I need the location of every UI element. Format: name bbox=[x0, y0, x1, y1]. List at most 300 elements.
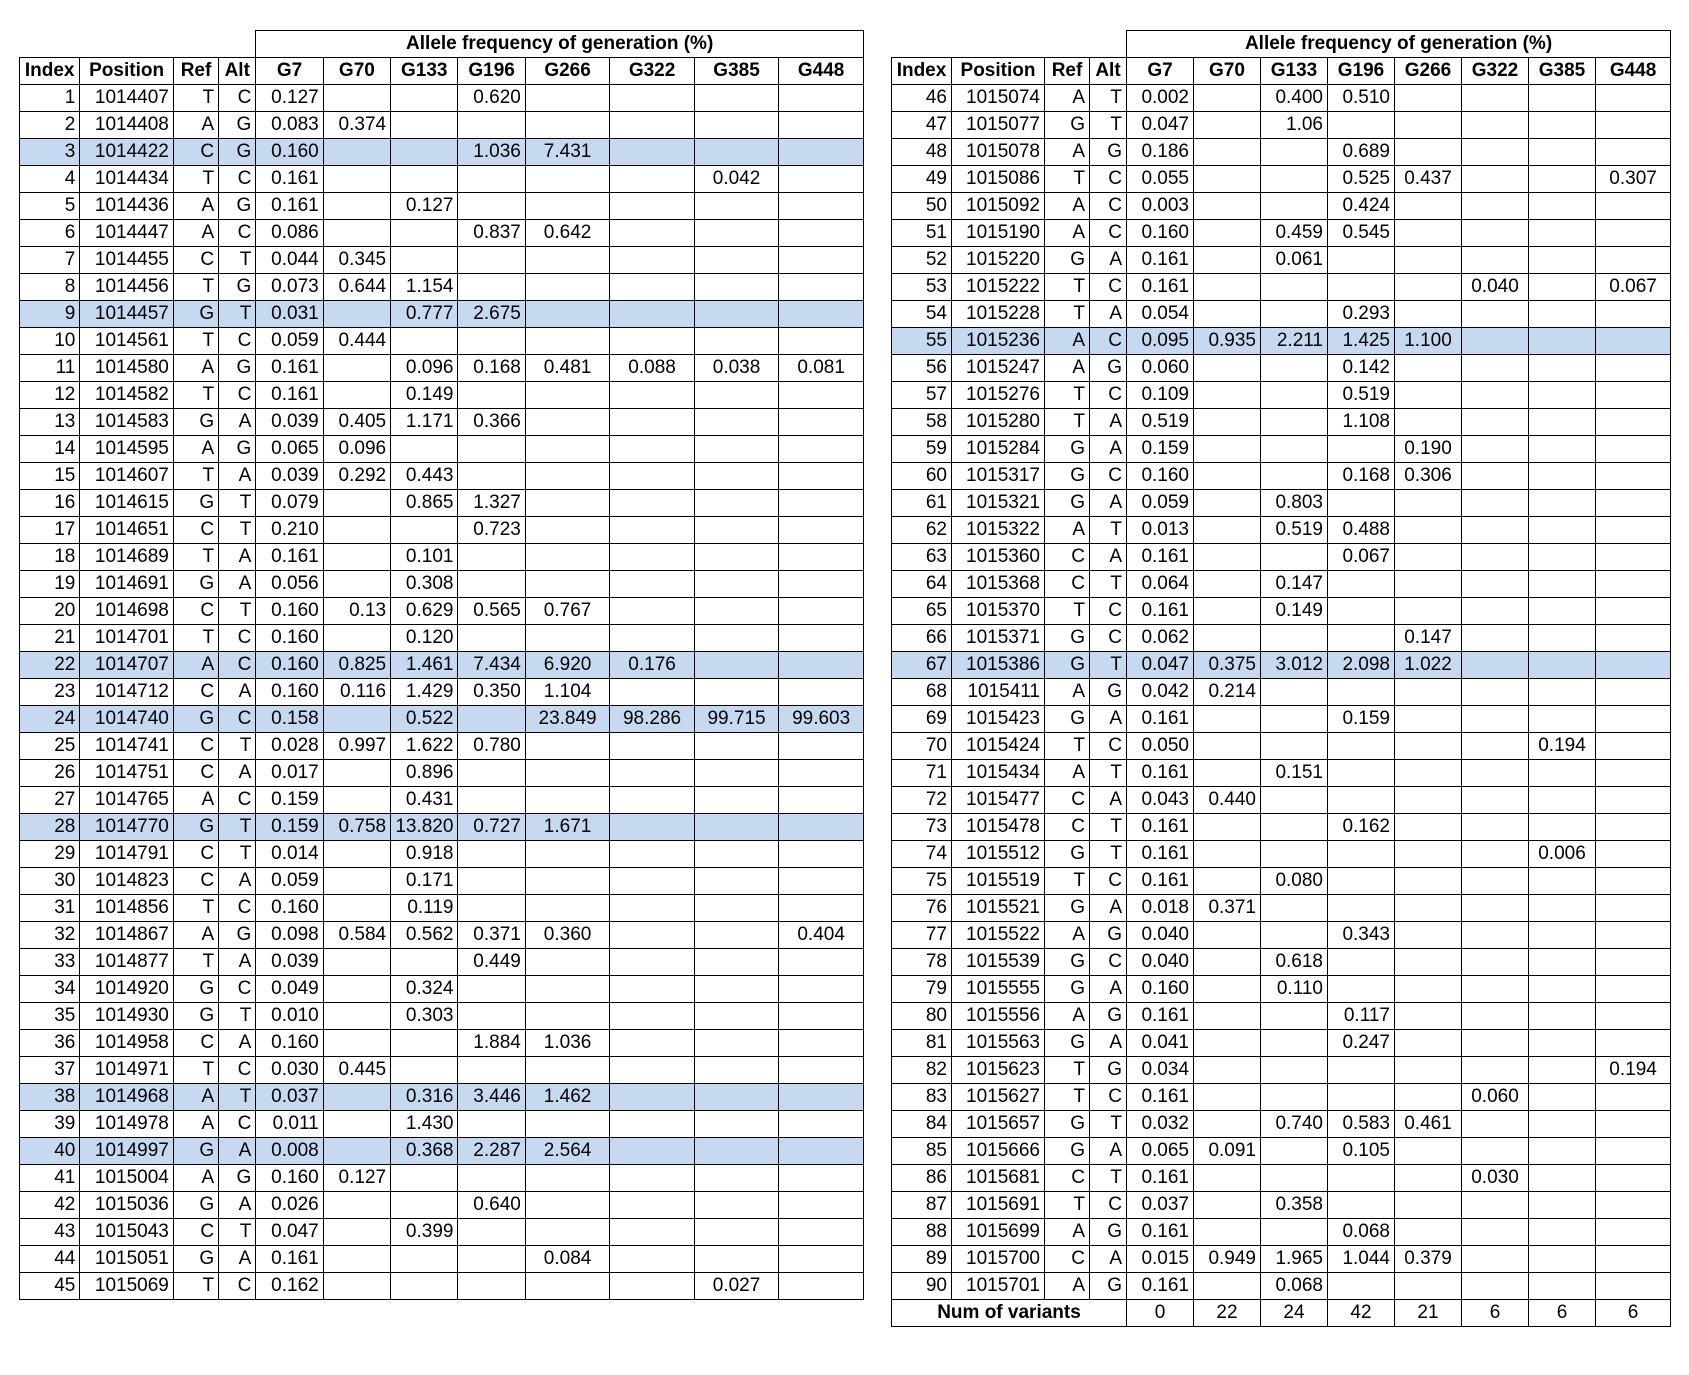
summary-count-g322: 6 bbox=[1462, 1300, 1529, 1327]
alt-cell: T bbox=[219, 1084, 256, 1111]
freq-cell-g385 bbox=[1529, 220, 1596, 247]
freq-cell-g385 bbox=[694, 436, 778, 463]
freq-cell-g448 bbox=[1596, 1192, 1671, 1219]
freq-cell-g322 bbox=[610, 598, 694, 625]
index-cell: 12 bbox=[20, 382, 80, 409]
alt-cell: G bbox=[219, 1165, 256, 1192]
ref-cell: G bbox=[1045, 490, 1090, 517]
freq-cell-g196 bbox=[458, 760, 525, 787]
freq-cell-g448 bbox=[779, 85, 864, 112]
position-cell: 1015236 bbox=[952, 328, 1045, 355]
freq-cell-g322 bbox=[1462, 949, 1529, 976]
position-cell: 1015220 bbox=[952, 247, 1045, 274]
table-row bbox=[20, 598, 864, 625]
index-cell: 71 bbox=[892, 760, 952, 787]
table-row bbox=[20, 85, 864, 112]
freq-cell-g322 bbox=[1462, 85, 1529, 112]
freq-cell-g196: 0.159 bbox=[1328, 706, 1395, 733]
position-cell: 1014877 bbox=[80, 949, 174, 976]
position-cell: 1015521 bbox=[952, 895, 1045, 922]
freq-cell-g322 bbox=[610, 1165, 694, 1192]
freq-cell-g322 bbox=[610, 409, 694, 436]
freq-cell-g448 bbox=[779, 598, 864, 625]
freq-cell-g322 bbox=[610, 1030, 694, 1057]
freq-cell-g196: 0.168 bbox=[458, 355, 525, 382]
freq-cell-g385 bbox=[1529, 166, 1596, 193]
freq-cell-g133: 0.303 bbox=[391, 1003, 458, 1030]
ref-cell: T bbox=[1045, 382, 1090, 409]
table-row bbox=[892, 814, 1671, 841]
freq-cell-g133: 0.120 bbox=[391, 625, 458, 652]
ref-cell: T bbox=[173, 166, 218, 193]
freq-cell-g266 bbox=[1395, 733, 1462, 760]
freq-cell-g385 bbox=[694, 1192, 778, 1219]
freq-cell-g385 bbox=[1529, 1003, 1596, 1030]
freq-cell-g322 bbox=[1462, 625, 1529, 652]
variant-table-left bbox=[19, 30, 864, 1300]
freq-cell-g196 bbox=[458, 1246, 525, 1273]
freq-cell-g266 bbox=[1395, 139, 1462, 166]
alt-cell: T bbox=[219, 517, 256, 544]
freq-cell-g133: 0.562 bbox=[391, 922, 458, 949]
col-g196-header: G196 bbox=[1328, 58, 1395, 85]
freq-cell-g133 bbox=[1261, 544, 1328, 571]
freq-cell-g266 bbox=[1395, 409, 1462, 436]
table-row bbox=[892, 598, 1671, 625]
freq-cell-g322 bbox=[1462, 706, 1529, 733]
table-row bbox=[20, 1138, 864, 1165]
freq-cell-g322 bbox=[610, 733, 694, 760]
freq-cell-g448: 99.603 bbox=[779, 706, 864, 733]
freq-cell-g322 bbox=[610, 1273, 694, 1300]
freq-cell-g70 bbox=[323, 1246, 390, 1273]
freq-cell-g385 bbox=[694, 193, 778, 220]
index-cell: 73 bbox=[892, 814, 952, 841]
freq-cell-g70 bbox=[1194, 409, 1261, 436]
freq-cell-g322 bbox=[1462, 112, 1529, 139]
freq-cell-g448 bbox=[1596, 1246, 1671, 1273]
freq-cell-g133: 1.965 bbox=[1261, 1246, 1328, 1273]
index-cell: 65 bbox=[892, 598, 952, 625]
alt-cell: T bbox=[1090, 841, 1127, 868]
table-row bbox=[20, 1057, 864, 1084]
freq-cell-g196: 0.519 bbox=[1328, 382, 1395, 409]
ref-cell: T bbox=[1045, 301, 1090, 328]
table-row bbox=[892, 760, 1671, 787]
index-cell: 40 bbox=[20, 1138, 80, 1165]
freq-cell-g448 bbox=[779, 436, 864, 463]
ref-cell: T bbox=[1045, 598, 1090, 625]
freq-cell-g385 bbox=[694, 490, 778, 517]
index-cell: 20 bbox=[20, 598, 80, 625]
table-row bbox=[892, 1003, 1671, 1030]
freq-cell-g385 bbox=[1529, 301, 1596, 328]
alt-cell: C bbox=[1090, 1084, 1127, 1111]
freq-cell-g322: 0.030 bbox=[1462, 1165, 1529, 1192]
alt-cell: A bbox=[219, 679, 256, 706]
freq-cell-g7: 0.047 bbox=[1127, 112, 1194, 139]
freq-cell-g448 bbox=[779, 1192, 864, 1219]
freq-cell-g70 bbox=[1194, 436, 1261, 463]
ref-cell: G bbox=[173, 571, 218, 598]
alt-cell: G bbox=[1090, 922, 1127, 949]
freq-cell-g133: 0.443 bbox=[391, 463, 458, 490]
table-row bbox=[20, 220, 864, 247]
freq-cell-g7: 0.160 bbox=[256, 652, 323, 679]
freq-cell-g7: 0.040 bbox=[1127, 922, 1194, 949]
freq-cell-g70: 0.292 bbox=[323, 463, 390, 490]
freq-cell-g133 bbox=[391, 517, 458, 544]
freq-cell-g196 bbox=[1328, 436, 1395, 463]
ref-cell: G bbox=[173, 490, 218, 517]
freq-cell-g448 bbox=[1596, 1165, 1671, 1192]
freq-cell-g7: 0.047 bbox=[256, 1219, 323, 1246]
freq-cell-g322 bbox=[1462, 544, 1529, 571]
col-g322-header: G322 bbox=[610, 58, 694, 85]
freq-cell-g133 bbox=[391, 1192, 458, 1219]
variant-table-right bbox=[891, 30, 1671, 1327]
freq-cell-g196: 2.287 bbox=[458, 1138, 525, 1165]
index-cell: 81 bbox=[892, 1030, 952, 1057]
freq-cell-g196: 0.837 bbox=[458, 220, 525, 247]
freq-cell-g448 bbox=[1596, 706, 1671, 733]
freq-cell-g385 bbox=[1529, 409, 1596, 436]
ref-cell: A bbox=[173, 220, 218, 247]
freq-cell-g385 bbox=[1529, 868, 1596, 895]
freq-cell-g266 bbox=[525, 976, 609, 1003]
freq-cell-g266 bbox=[1395, 868, 1462, 895]
freq-cell-g133 bbox=[391, 436, 458, 463]
freq-cell-g322 bbox=[610, 976, 694, 1003]
index-cell: 38 bbox=[20, 1084, 80, 1111]
index-cell: 34 bbox=[20, 976, 80, 1003]
freq-cell-g7: 0.039 bbox=[256, 409, 323, 436]
alt-cell: A bbox=[219, 1030, 256, 1057]
freq-cell-g322 bbox=[1462, 409, 1529, 436]
freq-cell-g322: 0.040 bbox=[1462, 274, 1529, 301]
freq-cell-g322 bbox=[610, 679, 694, 706]
position-cell: 1015051 bbox=[80, 1246, 174, 1273]
position-cell: 1014691 bbox=[80, 571, 174, 598]
freq-cell-g385 bbox=[1529, 1165, 1596, 1192]
position-cell: 1015371 bbox=[952, 625, 1045, 652]
freq-cell-g448 bbox=[779, 1246, 864, 1273]
freq-cell-g385 bbox=[1529, 274, 1596, 301]
freq-cell-g70 bbox=[1194, 220, 1261, 247]
freq-cell-g7: 0.034 bbox=[1127, 1057, 1194, 1084]
index-cell: 77 bbox=[892, 922, 952, 949]
table-row bbox=[892, 193, 1671, 220]
alt-cell: A bbox=[219, 868, 256, 895]
index-cell: 22 bbox=[20, 652, 80, 679]
freq-cell-g322 bbox=[610, 571, 694, 598]
freq-cell-g266 bbox=[1395, 949, 1462, 976]
freq-cell-g70: 0.440 bbox=[1194, 787, 1261, 814]
freq-cell-g196: 0.525 bbox=[1328, 166, 1395, 193]
alt-cell: C bbox=[1090, 193, 1127, 220]
freq-cell-g322 bbox=[610, 274, 694, 301]
freq-cell-g266 bbox=[1395, 193, 1462, 220]
freq-cell-g196 bbox=[1328, 976, 1395, 1003]
freq-cell-g448 bbox=[1596, 976, 1671, 1003]
position-cell: 1014856 bbox=[80, 895, 174, 922]
col-alt-header: Alt bbox=[1090, 58, 1127, 85]
freq-cell-g133: 1.430 bbox=[391, 1111, 458, 1138]
table-row bbox=[20, 571, 864, 598]
table-row bbox=[20, 193, 864, 220]
freq-cell-g448 bbox=[779, 544, 864, 571]
ref-cell: C bbox=[1045, 787, 1090, 814]
freq-cell-g70 bbox=[1194, 841, 1261, 868]
ref-cell: T bbox=[173, 85, 218, 112]
position-cell: 1014920 bbox=[80, 976, 174, 1003]
freq-cell-g322 bbox=[1462, 1246, 1529, 1273]
index-cell: 82 bbox=[892, 1057, 952, 1084]
freq-cell-g448 bbox=[779, 841, 864, 868]
freq-cell-g70 bbox=[323, 1084, 390, 1111]
freq-cell-g266 bbox=[525, 1273, 609, 1300]
freq-cell-g7: 0.159 bbox=[256, 814, 323, 841]
freq-cell-g448: 0.307 bbox=[1596, 166, 1671, 193]
freq-cell-g196: 0.565 bbox=[458, 598, 525, 625]
position-cell: 1014408 bbox=[80, 112, 174, 139]
freq-cell-g7: 0.161 bbox=[1127, 1165, 1194, 1192]
freq-cell-g322 bbox=[610, 895, 694, 922]
alt-cell: T bbox=[219, 247, 256, 274]
freq-cell-g385 bbox=[694, 85, 778, 112]
freq-cell-g322 bbox=[610, 490, 694, 517]
freq-cell-g266: 1.462 bbox=[525, 1084, 609, 1111]
position-cell: 1015477 bbox=[952, 787, 1045, 814]
position-cell: 1014958 bbox=[80, 1030, 174, 1057]
freq-cell-g448 bbox=[1596, 1030, 1671, 1057]
alt-cell: C bbox=[1090, 949, 1127, 976]
position-cell: 1014561 bbox=[80, 328, 174, 355]
freq-cell-g7: 0.161 bbox=[1127, 1219, 1194, 1246]
freq-cell-g133: 1.171 bbox=[391, 409, 458, 436]
table-row bbox=[20, 301, 864, 328]
position-cell: 1015280 bbox=[952, 409, 1045, 436]
position-cell: 1014740 bbox=[80, 706, 174, 733]
table-row bbox=[20, 841, 864, 868]
index-cell: 45 bbox=[20, 1273, 80, 1300]
position-cell: 1015623 bbox=[952, 1057, 1045, 1084]
freq-cell-g70: 0.116 bbox=[323, 679, 390, 706]
table-row bbox=[20, 1030, 864, 1057]
freq-cell-g7: 0.162 bbox=[256, 1273, 323, 1300]
header-spacer bbox=[20, 31, 256, 58]
freq-cell-g7: 0.161 bbox=[1127, 841, 1194, 868]
freq-cell-g448 bbox=[779, 301, 864, 328]
freq-cell-g266 bbox=[1395, 544, 1462, 571]
freq-cell-g7: 0.109 bbox=[1127, 382, 1194, 409]
table-row bbox=[20, 1003, 864, 1030]
freq-cell-g196: 1.108 bbox=[1328, 409, 1395, 436]
freq-cell-g322 bbox=[1462, 166, 1529, 193]
freq-cell-g385 bbox=[1529, 85, 1596, 112]
freq-cell-g322 bbox=[1462, 220, 1529, 247]
freq-cell-g266: 1.036 bbox=[525, 1030, 609, 1057]
freq-cell-g448 bbox=[779, 868, 864, 895]
freq-cell-g70 bbox=[1194, 1219, 1261, 1246]
ref-cell: A bbox=[1045, 193, 1090, 220]
position-cell: 1014971 bbox=[80, 1057, 174, 1084]
freq-cell-g385: 0.038 bbox=[694, 355, 778, 382]
table-row bbox=[20, 787, 864, 814]
alt-cell: G bbox=[1090, 139, 1127, 166]
freq-cell-g448 bbox=[779, 652, 864, 679]
freq-cell-g196 bbox=[1328, 868, 1395, 895]
freq-cell-g266: 2.564 bbox=[525, 1138, 609, 1165]
freq-cell-g7: 0.159 bbox=[1127, 436, 1194, 463]
freq-cell-g266: 23.849 bbox=[525, 706, 609, 733]
freq-cell-g448 bbox=[779, 193, 864, 220]
freq-cell-g385 bbox=[1529, 652, 1596, 679]
table-row bbox=[892, 922, 1671, 949]
freq-cell-g7: 0.161 bbox=[256, 382, 323, 409]
table-row bbox=[892, 355, 1671, 382]
index-cell: 68 bbox=[892, 679, 952, 706]
freq-cell-g196: 1.044 bbox=[1328, 1246, 1395, 1273]
freq-cell-g196: 2.098 bbox=[1328, 652, 1395, 679]
freq-cell-g196 bbox=[1328, 274, 1395, 301]
freq-cell-g7: 0.028 bbox=[256, 733, 323, 760]
table-row bbox=[892, 85, 1671, 112]
freq-cell-g266 bbox=[1395, 895, 1462, 922]
freq-cell-g448 bbox=[1596, 517, 1671, 544]
alt-cell: G bbox=[219, 139, 256, 166]
freq-cell-g322 bbox=[1462, 301, 1529, 328]
freq-cell-g385 bbox=[694, 1057, 778, 1084]
freq-cell-g196: 0.488 bbox=[1328, 517, 1395, 544]
freq-cell-g7: 0.039 bbox=[256, 949, 323, 976]
table-row bbox=[20, 166, 864, 193]
alt-cell: G bbox=[1090, 679, 1127, 706]
position-cell: 1015086 bbox=[952, 166, 1045, 193]
index-cell: 47 bbox=[892, 112, 952, 139]
alt-cell: C bbox=[1090, 625, 1127, 652]
freq-cell-g448 bbox=[1596, 112, 1671, 139]
index-cell: 59 bbox=[892, 436, 952, 463]
freq-cell-g70 bbox=[323, 625, 390, 652]
freq-cell-g322 bbox=[610, 517, 694, 544]
index-cell: 27 bbox=[20, 787, 80, 814]
alt-cell: A bbox=[1090, 787, 1127, 814]
position-cell: 1014765 bbox=[80, 787, 174, 814]
freq-cell-g70 bbox=[323, 490, 390, 517]
freq-cell-g196: 0.350 bbox=[458, 679, 525, 706]
freq-cell-g70 bbox=[1194, 922, 1261, 949]
freq-cell-g133: 0.368 bbox=[391, 1138, 458, 1165]
freq-cell-g7: 0.042 bbox=[1127, 679, 1194, 706]
freq-cell-g196 bbox=[1328, 1084, 1395, 1111]
index-cell: 25 bbox=[20, 733, 80, 760]
alt-cell: T bbox=[1090, 760, 1127, 787]
freq-cell-g448 bbox=[779, 463, 864, 490]
position-cell: 1015069 bbox=[80, 1273, 174, 1300]
freq-cell-g385: 0.042 bbox=[694, 166, 778, 193]
position-cell: 1014978 bbox=[80, 1111, 174, 1138]
freq-cell-g448 bbox=[1596, 625, 1671, 652]
freq-cell-g385 bbox=[694, 1084, 778, 1111]
freq-cell-g385 bbox=[1529, 706, 1596, 733]
freq-cell-g133: 1.622 bbox=[391, 733, 458, 760]
freq-cell-g196 bbox=[458, 463, 525, 490]
freq-cell-g196: 1.425 bbox=[1328, 328, 1395, 355]
index-cell: 54 bbox=[892, 301, 952, 328]
alt-cell: A bbox=[1090, 301, 1127, 328]
freq-cell-g70 bbox=[1194, 1192, 1261, 1219]
freq-cell-g448: 0.067 bbox=[1596, 274, 1671, 301]
freq-cell-g70 bbox=[1194, 1111, 1261, 1138]
freq-cell-g196 bbox=[458, 571, 525, 598]
freq-cell-g322 bbox=[1462, 1138, 1529, 1165]
freq-cell-g322 bbox=[1462, 328, 1529, 355]
freq-cell-g7: 0.015 bbox=[1127, 1246, 1194, 1273]
freq-cell-g7: 0.127 bbox=[256, 85, 323, 112]
position-cell: 1015276 bbox=[952, 382, 1045, 409]
table-row bbox=[20, 382, 864, 409]
freq-cell-g7: 0.160 bbox=[256, 598, 323, 625]
freq-cell-g196 bbox=[458, 1219, 525, 1246]
freq-cell-g448 bbox=[1596, 679, 1671, 706]
table-row bbox=[20, 436, 864, 463]
ref-cell: C bbox=[173, 733, 218, 760]
freq-cell-g322 bbox=[1462, 760, 1529, 787]
alt-cell: T bbox=[219, 1219, 256, 1246]
freq-cell-g385 bbox=[1529, 328, 1596, 355]
freq-cell-g322 bbox=[610, 1084, 694, 1111]
index-cell: 41 bbox=[20, 1165, 80, 1192]
index-cell: 7 bbox=[20, 247, 80, 274]
freq-cell-g196: 0.343 bbox=[1328, 922, 1395, 949]
freq-cell-g133 bbox=[1261, 1057, 1328, 1084]
freq-cell-g385 bbox=[1529, 1030, 1596, 1057]
freq-cell-g448 bbox=[1596, 544, 1671, 571]
table-row bbox=[20, 760, 864, 787]
freq-cell-g322 bbox=[1462, 1273, 1529, 1300]
ref-cell: A bbox=[1045, 85, 1090, 112]
freq-cell-g70: 0.375 bbox=[1194, 652, 1261, 679]
freq-cell-g196 bbox=[458, 1111, 525, 1138]
freq-cell-g385 bbox=[694, 517, 778, 544]
freq-cell-g133: 0.803 bbox=[1261, 490, 1328, 517]
freq-cell-g133: 1.154 bbox=[391, 274, 458, 301]
freq-cell-g196 bbox=[1328, 841, 1395, 868]
position-cell: 1014930 bbox=[80, 1003, 174, 1030]
freq-cell-g7: 0.059 bbox=[1127, 490, 1194, 517]
freq-cell-g7: 0.095 bbox=[1127, 328, 1194, 355]
freq-cell-g70 bbox=[1194, 355, 1261, 382]
freq-cell-g7: 0.017 bbox=[256, 760, 323, 787]
freq-cell-g266 bbox=[1395, 787, 1462, 814]
table-row bbox=[892, 112, 1671, 139]
freq-cell-g448 bbox=[1596, 355, 1671, 382]
freq-cell-g133 bbox=[1261, 841, 1328, 868]
position-cell: 1015699 bbox=[952, 1219, 1045, 1246]
alt-cell: G bbox=[219, 922, 256, 949]
freq-cell-g133 bbox=[1261, 787, 1328, 814]
freq-cell-g322 bbox=[1462, 868, 1529, 895]
freq-cell-g7: 0.065 bbox=[1127, 1138, 1194, 1165]
alt-cell: C bbox=[1090, 598, 1127, 625]
table-row bbox=[892, 1084, 1671, 1111]
freq-cell-g7: 0.158 bbox=[256, 706, 323, 733]
freq-cell-g196 bbox=[458, 112, 525, 139]
freq-cell-g266 bbox=[1395, 571, 1462, 598]
table-row bbox=[892, 1057, 1671, 1084]
table-row bbox=[20, 274, 864, 301]
